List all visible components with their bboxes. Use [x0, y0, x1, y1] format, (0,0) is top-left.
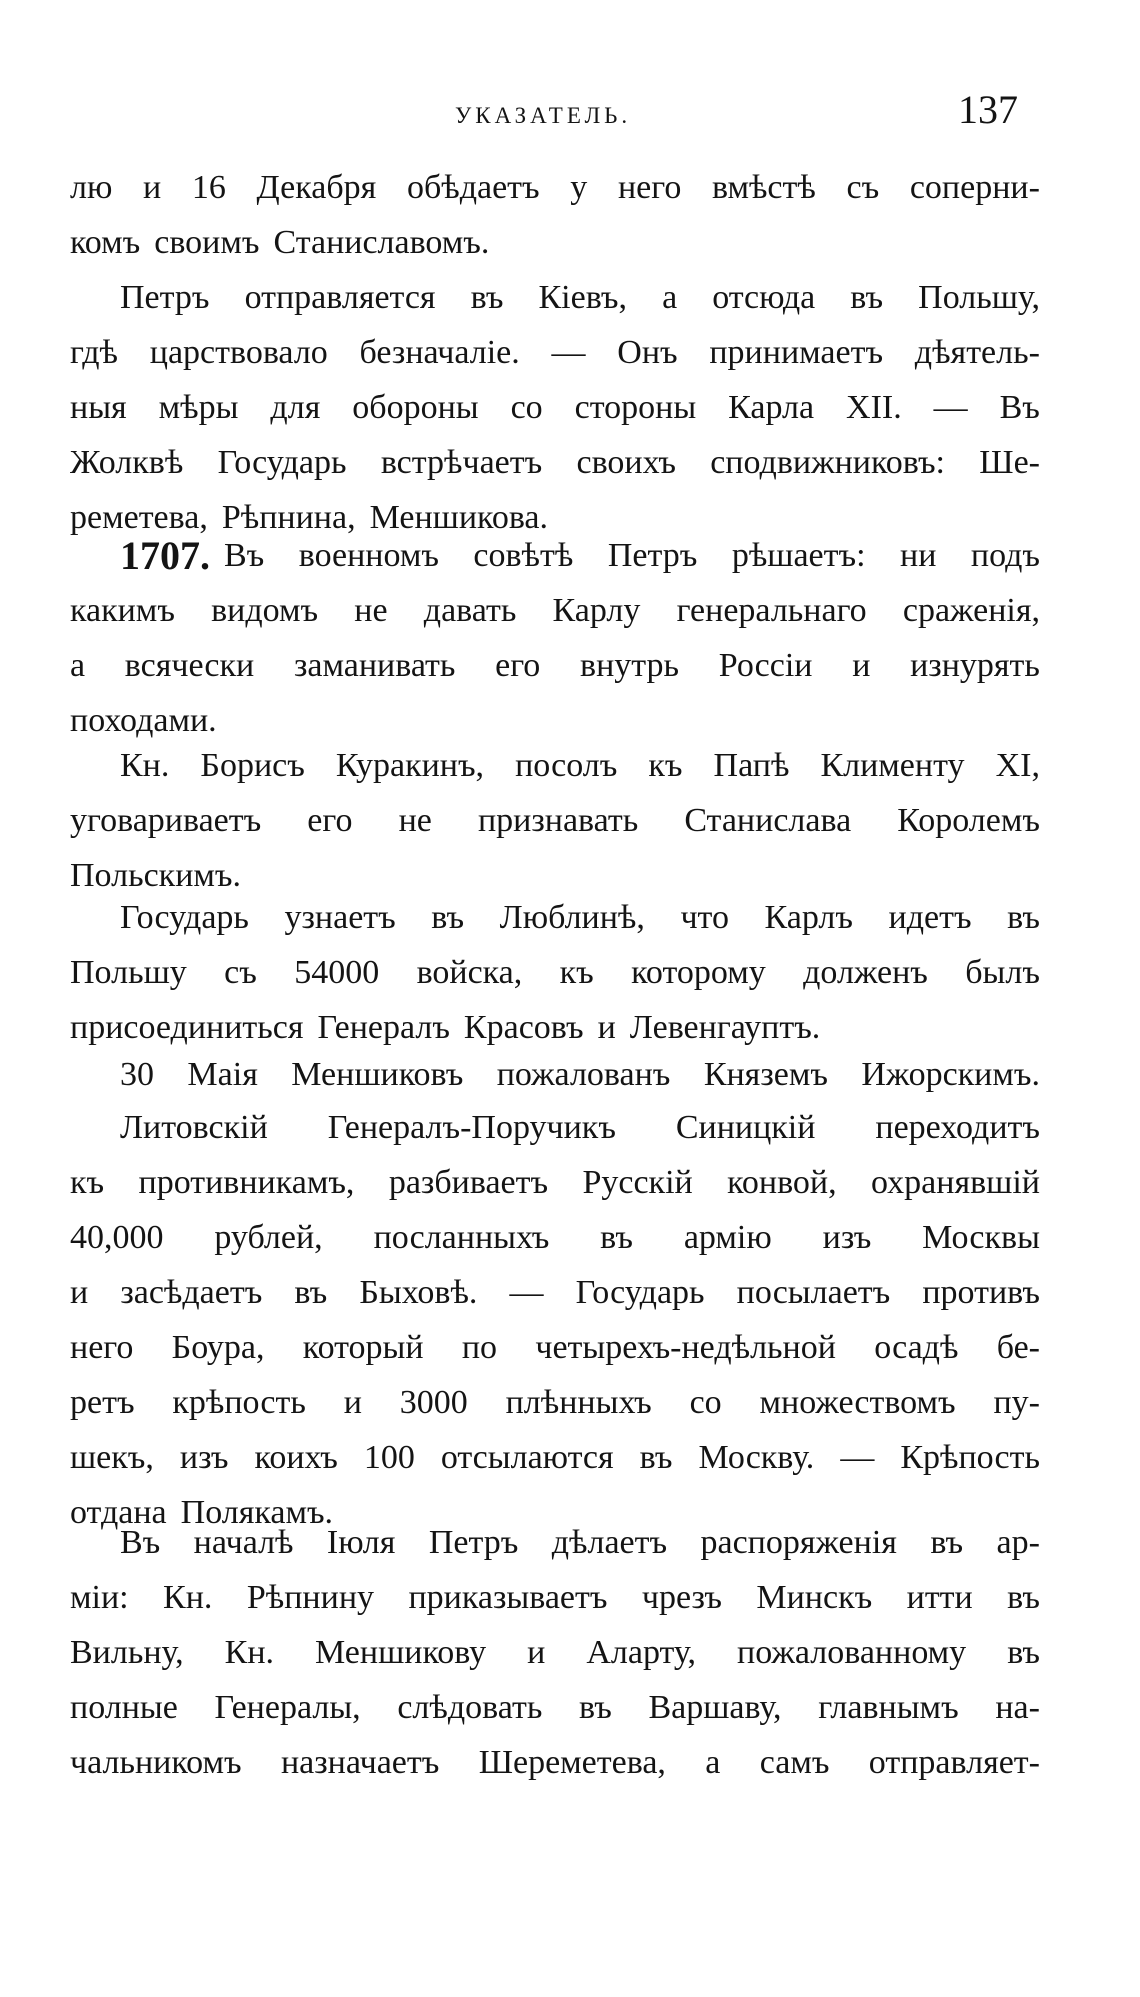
- text-line: къ противникамъ, разбиваетъ Русскій конвой, охранявшій: [70, 1164, 1040, 1201]
- text-line: міи: Кн. Рѣпнину приказываетъ чрезъ Минскъ итти въ: [70, 1579, 1040, 1616]
- text-line: Польскимъ.: [70, 857, 241, 894]
- text-line: него Боура, который по четырехъ-недѣльной осадѣ бе-: [70, 1329, 1040, 1366]
- text-line: Польшу съ 54000 войска, къ которому долженъ былъ: [70, 954, 1040, 991]
- text-line: комъ своимъ Станиславомъ.: [70, 224, 490, 261]
- text-line: ретъ крѣпость и 3000 плѣнныхъ со множествомъ пу-: [70, 1384, 1040, 1421]
- paragraph: [70, 270, 1040, 545]
- paragraph: [70, 1515, 1040, 1790]
- text-line: Вильну, Кн. Меншикову и Аларту, пожалованному въ: [70, 1634, 1040, 1671]
- text-line: отдана Полякамъ.: [70, 1494, 334, 1531]
- text-line: Жолквѣ Государь встрѣчаетъ своихъ сподвижниковъ: Ше-: [70, 444, 1040, 481]
- text-line: и засѣдаетъ въ Быховѣ. — Государь посылаетъ противъ: [70, 1274, 1040, 1311]
- text-line: чальникомъ назначаетъ Шереметева, а самъ отправляет-: [70, 1744, 1040, 1781]
- paragraph: [70, 160, 1040, 270]
- text-line: 40,000 рублей, посланныхъ въ армію изъ Москвы: [70, 1219, 1040, 1256]
- paragraph: [70, 738, 1040, 903]
- text-line: ныя мѣры для обороны со стороны Карла XII. — Въ: [70, 389, 1040, 426]
- text-line: Кн. Борисъ Куракинъ, посолъ къ Папѣ Клименту XI,: [120, 747, 1040, 784]
- page-header-title: УКАЗАТЕЛЬ.: [455, 103, 632, 128]
- text-line: реметева, Рѣпнина, Меншикова.: [70, 499, 549, 536]
- paragraph: [70, 1047, 1040, 1102]
- text-line: какимъ видомъ не давать Карлу генеральнаго сраженія,: [70, 592, 1040, 629]
- text-line: Государь узнаетъ въ Люблинѣ, что Карлъ идетъ въ: [120, 899, 1040, 936]
- text-line: а всячески заманивать его внутрь Россіи и изнурять: [70, 647, 1040, 684]
- text-line: Въ началѣ Іюля Петръ дѣлаетъ распоряженія въ ар-: [120, 1524, 1040, 1561]
- text-line: полные Генералы, слѣдовать въ Варшаву, главнымъ на-: [70, 1689, 1040, 1726]
- text-line: [70, 528, 1040, 583]
- text-line: уговариваетъ его не признавать Станислава Королемъ: [70, 802, 1040, 839]
- text-line: гдѣ царствовало безначаліе. — Онъ принимаетъ дѣятель-: [70, 334, 1040, 371]
- text-line: Литовскій Генералъ-Поручикъ Синицкій переходитъ: [120, 1109, 1040, 1146]
- paragraph: [70, 890, 1040, 1055]
- paragraph: [70, 1100, 1040, 1540]
- paragraph: [70, 528, 1040, 748]
- text-line-rest: Въ военномъ совѣтѣ Петръ рѣшаетъ: ни подъ: [224, 537, 1040, 574]
- year-label: 1707.: [120, 533, 210, 578]
- text-line: лю и 16 Декабря обѣдаетъ у него вмѣстѣ съ соперни-: [70, 169, 1040, 206]
- text-line: 30 Маія Меншиковъ пожалованъ Княземъ Ижорскимъ.: [120, 1056, 1040, 1093]
- text-line: походами.: [70, 702, 217, 739]
- page-number: 137: [958, 87, 1018, 132]
- text-line: присоединиться Генералъ Красовъ и Левенгауптъ.: [70, 1009, 821, 1046]
- text-line: Петръ отправляется въ Кіевъ, а отсюда въ Польшу,: [120, 279, 1040, 316]
- text-line: шекъ, изъ коихъ 100 отсылаются въ Москву. — Крѣпость: [70, 1439, 1040, 1476]
